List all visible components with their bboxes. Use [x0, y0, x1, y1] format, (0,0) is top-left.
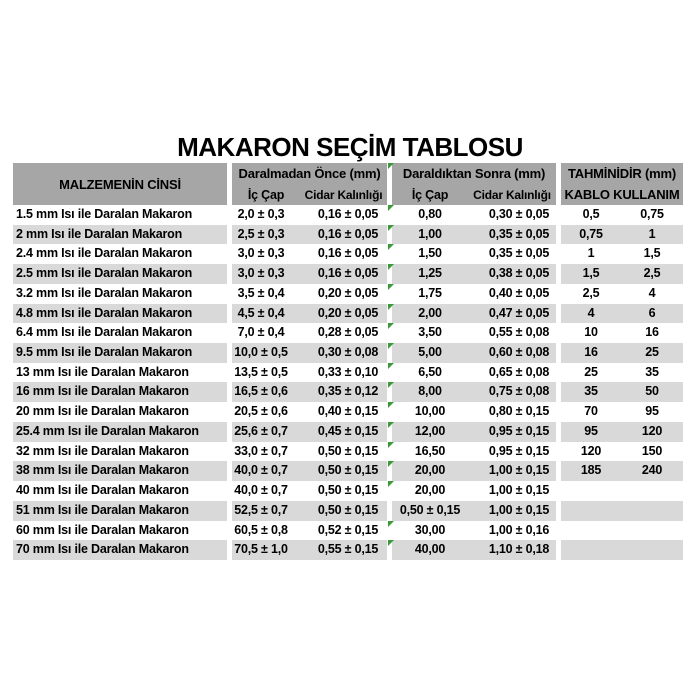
value-cell [392, 284, 468, 304]
value-text: 30,00 [414, 522, 446, 537]
value-cell [621, 402, 683, 422]
value-text: 0,95 ± 0,15 [488, 443, 550, 458]
value-cell [392, 205, 468, 225]
value-text: 20,5 ± 0,6 [234, 404, 288, 419]
header-sub-cidar-after: Cidar Kalınlığı [468, 184, 556, 205]
table-row [13, 363, 683, 383]
error-indicator-icon [388, 402, 394, 408]
material-cell: 13 mm Isı ile Daralan Makaron [16, 364, 189, 379]
material-cell: 40 mm Isı ile Daralan Makaron [16, 483, 189, 498]
value-text: 4,5 ± 0,4 [237, 305, 285, 320]
value-text: 0,20 ± 0,05 [317, 285, 379, 300]
value-text: 0,35 ± 0,05 [488, 246, 550, 261]
value-cell [300, 461, 387, 481]
value-text: 0,50 ± 0,15 [317, 502, 379, 517]
value-cell [300, 363, 387, 383]
value-text: 40,0 ± 0,7 [234, 483, 288, 498]
value-text: 2,0 ± 0,3 [237, 207, 285, 221]
value-text: 20,00 [414, 483, 446, 498]
table-row [13, 304, 683, 324]
value-text: 5,00 [418, 345, 442, 360]
error-indicator-icon [388, 163, 394, 169]
value-cell [468, 244, 556, 264]
value-text: 0,28 ± 0,05 [317, 325, 379, 340]
value-cell [300, 382, 387, 402]
value-text: 35 [645, 364, 659, 379]
error-indicator-icon [388, 422, 394, 428]
material-cell: 38 mm Isı ile Daralan Makaron [13, 461, 227, 481]
error-indicator-icon [388, 264, 394, 270]
value-cell [392, 521, 468, 541]
value-text: 12,00 [414, 423, 446, 438]
error-indicator-icon [388, 521, 394, 527]
value-cell [232, 422, 300, 442]
value-cell [392, 442, 468, 462]
value-cell [232, 264, 300, 284]
value-cell [468, 521, 556, 541]
value-text: 70,5 ± 1,0 [234, 542, 288, 557]
value-cell [621, 264, 683, 284]
value-text: 0,35 ± 0,12 [317, 384, 379, 399]
value-cell [468, 363, 556, 383]
value-text: 4 [587, 305, 595, 320]
value-text: 13,5 ± 0,5 [234, 364, 288, 379]
table-row [13, 264, 683, 284]
header-sub-ic-cap-before: İç Çap [232, 184, 300, 205]
material-cell: 3.2 mm Isı ile Daralan Makaron [16, 285, 193, 300]
value-cell [621, 501, 683, 521]
value-text: 0,16 ± 0,05 [317, 207, 379, 221]
error-indicator-icon [388, 244, 394, 250]
material-cell: 32 mm Isı ile Daralan Makaron [16, 443, 189, 458]
table-row [13, 323, 683, 343]
value-cell [621, 461, 683, 481]
value-cell [561, 540, 621, 560]
value-cell [300, 501, 387, 521]
value-text: 4 [648, 285, 656, 300]
value-cell [561, 323, 621, 343]
value-text: 0,30 ± 0,05 [488, 207, 550, 221]
value-cell [300, 244, 387, 264]
value-cell [621, 442, 683, 462]
value-cell [392, 264, 468, 284]
value-cell [392, 481, 468, 501]
value-text: 8,00 [418, 384, 442, 399]
value-text: 0,65 ± 0,08 [488, 364, 550, 379]
value-cell [468, 402, 556, 422]
value-cell [232, 481, 300, 501]
table-row [13, 244, 683, 264]
value-cell [621, 540, 683, 560]
value-text: 40,0 ± 0,7 [234, 463, 288, 478]
table-row [13, 284, 683, 304]
value-text: 0,16 ± 0,05 [317, 246, 379, 261]
header-group-after [392, 163, 556, 184]
value-cell [300, 402, 387, 422]
error-indicator-icon [388, 284, 394, 290]
table-row [13, 225, 683, 245]
value-cell [621, 284, 683, 304]
value-text: 6 [648, 305, 656, 320]
value-text: 0,5 [582, 207, 600, 221]
value-cell [561, 205, 621, 225]
value-text: 1,00 ± 0,15 [488, 463, 550, 478]
value-text: 0,38 ± 0,05 [488, 266, 550, 281]
value-text: 6,50 [418, 364, 442, 379]
material-cell: 4.8 mm Isı ile Daralan Makaron [13, 304, 227, 324]
table-header [13, 163, 683, 205]
header-material: MALZEMENİN CİNSİ [13, 163, 227, 205]
page-title: MAKARON SEÇİM TABLOSU [177, 132, 523, 162]
value-cell [468, 461, 556, 481]
value-text: 0,16 ± 0,05 [317, 266, 379, 281]
value-cell [621, 363, 683, 383]
value-cell [621, 422, 683, 442]
table-row [13, 205, 683, 225]
value-text: 70 [584, 404, 598, 419]
value-text: 185 [580, 463, 602, 478]
value-text: 0,55 ± 0,08 [488, 325, 550, 340]
value-cell [561, 244, 621, 264]
value-cell [561, 225, 621, 245]
value-text: 10,0 ± 0,5 [234, 345, 288, 360]
value-text: 25,6 ± 0,7 [234, 423, 288, 438]
error-indicator-icon [388, 461, 394, 467]
material-cell: 51 mm Isı ile Daralan Makaron [13, 501, 227, 521]
value-text: 240 [641, 463, 663, 478]
header-sub-ic-cap-after: İç Çap [392, 184, 468, 205]
error-indicator-icon [388, 382, 394, 388]
value-text: 0,50 ± 0,15 [317, 443, 379, 458]
value-text: 0,40 ± 0,15 [317, 404, 379, 419]
table-row [13, 422, 683, 442]
value-text: 0,47 ± 0,05 [488, 305, 550, 320]
value-text: 1,00 ± 0,15 [488, 502, 550, 517]
value-text: 16 [584, 345, 598, 360]
value-text: 0,75 [640, 207, 664, 221]
value-cell [300, 284, 387, 304]
value-text: 2,5 [582, 285, 600, 300]
value-text: 10 [584, 325, 598, 340]
value-text: 0,55 ± 0,15 [317, 542, 379, 557]
value-text: 50 [645, 384, 659, 399]
error-indicator-icon [388, 225, 394, 231]
value-text: 0,45 ± 0,15 [317, 423, 379, 438]
error-indicator-icon [388, 304, 394, 310]
table-row [13, 540, 683, 560]
table-row [13, 343, 683, 363]
value-text: 0,35 ± 0,05 [488, 226, 550, 241]
value-cell [468, 382, 556, 402]
value-text: 150 [641, 443, 663, 458]
value-cell [392, 343, 468, 363]
value-cell [300, 422, 387, 442]
material-cell: 60 mm Isı ile Daralan Makaron [16, 522, 189, 537]
header-group-estimate: TAHMİNİDİR (mm) [561, 163, 683, 184]
value-text: 0,50 ± 0,15 [317, 463, 379, 478]
value-cell [232, 402, 300, 422]
value-text: 0,20 ± 0,05 [317, 305, 379, 320]
value-text: 2,5 ± 0,3 [237, 226, 285, 241]
value-cell [392, 244, 468, 264]
value-text: 1,50 [418, 246, 442, 261]
table-body [13, 205, 683, 560]
value-cell [621, 323, 683, 343]
value-text: 0,30 ± 0,08 [317, 345, 379, 360]
value-cell [392, 422, 468, 442]
value-text: 20,00 [414, 463, 446, 478]
material-cell: 2.5 mm Isı ile Daralan Makaron [13, 264, 227, 284]
value-text: 95 [645, 404, 659, 419]
error-indicator-icon [388, 481, 394, 487]
value-cell [561, 304, 621, 324]
table-row [13, 382, 683, 402]
error-indicator-icon [388, 363, 394, 369]
value-cell [392, 304, 468, 324]
value-text: 52,5 ± 0,7 [234, 502, 288, 517]
value-cell [232, 304, 300, 324]
value-text: 7,0 ± 0,4 [237, 325, 285, 340]
value-cell [468, 442, 556, 462]
value-text: 1,25 [418, 266, 442, 281]
value-cell [468, 205, 556, 225]
value-cell [232, 521, 300, 541]
value-cell [561, 481, 621, 501]
value-cell [232, 501, 300, 521]
material-cell: 25.4 mm Isı ile Daralan Makaron [13, 422, 227, 442]
value-cell [300, 205, 387, 225]
value-text: 0,80 [418, 207, 442, 221]
value-text: 120 [641, 423, 663, 438]
value-text: 0,75 ± 0,08 [488, 384, 550, 399]
error-indicator-icon [388, 540, 394, 546]
value-cell [300, 481, 387, 501]
value-cell [468, 343, 556, 363]
value-cell [468, 481, 556, 501]
value-cell [300, 442, 387, 462]
value-text: 1,00 ± 0,16 [488, 522, 550, 537]
value-text: 16 [645, 325, 659, 340]
value-cell [468, 304, 556, 324]
value-text: 1 [648, 226, 656, 241]
value-text: 0,50 ± 0,15 [399, 502, 461, 517]
value-cell [232, 284, 300, 304]
value-cell [561, 382, 621, 402]
value-cell [392, 461, 468, 481]
value-text: 1,5 [582, 266, 600, 281]
value-text: 25 [584, 364, 598, 379]
value-text: 35 [584, 384, 598, 399]
value-text: 95 [584, 423, 598, 438]
table-row [13, 481, 683, 501]
value-cell [561, 442, 621, 462]
table-row [13, 521, 683, 541]
value-cell [300, 264, 387, 284]
material-cell: 16 mm Isı ile Daralan Makaron [13, 382, 227, 402]
value-cell [468, 501, 556, 521]
value-cell [561, 422, 621, 442]
value-text: 0,95 ± 0,15 [488, 423, 550, 438]
value-cell [621, 343, 683, 363]
value-cell [300, 323, 387, 343]
material-cell: 70 mm Isı ile Daralan Makaron [13, 540, 227, 560]
material-cell: 2.4 mm Isı ile Daralan Makaron [16, 246, 193, 261]
value-cell [621, 225, 683, 245]
table-row [13, 442, 683, 462]
value-text: 1,00 [418, 226, 442, 241]
value-cell [232, 363, 300, 383]
value-cell [468, 264, 556, 284]
value-cell [561, 264, 621, 284]
error-indicator-icon [388, 442, 394, 448]
value-cell [392, 501, 468, 521]
value-cell [561, 284, 621, 304]
value-cell [621, 481, 683, 501]
value-cell [232, 442, 300, 462]
value-cell [561, 521, 621, 541]
table-row [13, 461, 683, 481]
header-group-before: Daralmadan Önce (mm) [232, 163, 387, 184]
value-text: 0,80 ± 0,15 [488, 404, 550, 419]
material-cell: 2 mm Isı ile Daralan Makaron [13, 225, 227, 245]
value-cell [300, 304, 387, 324]
value-text: 1,10 ± 0,18 [488, 542, 550, 557]
value-text: 1 [587, 246, 595, 261]
value-cell [561, 402, 621, 422]
material-cell: 1.5 mm Isı ile Daralan Makaron [16, 207, 193, 221]
error-indicator-icon [388, 205, 394, 211]
value-text: 1,00 ± 0,15 [488, 483, 550, 498]
error-indicator-icon [388, 343, 394, 349]
value-cell [621, 244, 683, 264]
value-text: 40,00 [414, 542, 446, 557]
value-cell [232, 540, 300, 560]
value-cell [621, 304, 683, 324]
value-text: 3,0 ± 0,3 [237, 266, 285, 281]
value-cell [392, 225, 468, 245]
value-cell [392, 540, 468, 560]
value-text: 16,5 ± 0,6 [234, 384, 288, 399]
table-row [13, 501, 683, 521]
value-cell [621, 521, 683, 541]
value-text: 120 [580, 443, 602, 458]
value-text: 2,00 [418, 305, 442, 320]
value-text: 16,50 [414, 443, 446, 458]
value-text: 25 [645, 345, 659, 360]
value-text: 3,5 ± 0,4 [237, 285, 285, 300]
value-cell [300, 343, 387, 363]
value-cell [468, 540, 556, 560]
value-cell [392, 323, 468, 343]
value-cell [561, 343, 621, 363]
table-row [13, 402, 683, 422]
error-indicator-icon [388, 323, 394, 329]
value-cell [468, 225, 556, 245]
value-cell [300, 225, 387, 245]
value-cell [561, 461, 621, 481]
header-group-after-label: Daraldıktan Sonra (mm) [402, 166, 546, 181]
value-cell [232, 343, 300, 363]
value-text: 10,00 [414, 404, 446, 419]
value-cell [232, 244, 300, 264]
value-cell [621, 205, 683, 225]
selection-table [13, 163, 683, 560]
value-text: 0,75 [579, 226, 603, 241]
header-sub-kablo: KABLO KULLANIM [561, 184, 683, 205]
value-cell [621, 382, 683, 402]
value-text: 1,5 [643, 246, 661, 261]
value-cell [232, 323, 300, 343]
value-cell [468, 422, 556, 442]
value-cell [300, 521, 387, 541]
value-cell [392, 402, 468, 422]
value-text: 0,40 ± 0,05 [488, 285, 550, 300]
value-text: 2,5 [643, 266, 661, 281]
value-cell [232, 461, 300, 481]
value-cell [232, 225, 300, 245]
value-cell [232, 382, 300, 402]
value-text: 0,16 ± 0,05 [317, 226, 379, 241]
value-cell [392, 363, 468, 383]
value-cell [468, 284, 556, 304]
value-cell [300, 540, 387, 560]
value-text: 0,33 ± 0,10 [317, 364, 379, 379]
value-text: 3,0 ± 0,3 [237, 246, 285, 261]
header-sub-cidar-before: Cidar Kalınlığı [300, 184, 387, 205]
value-text: 0,50 ± 0,15 [317, 483, 379, 498]
value-text: 60,5 ± 0,8 [234, 522, 288, 537]
value-text: 3,50 [418, 325, 442, 340]
value-text: 0,52 ± 0,15 [317, 522, 379, 537]
material-cell: 6.4 mm Isı ile Daralan Makaron [16, 325, 193, 340]
value-cell [468, 323, 556, 343]
value-text: 33,0 ± 0,7 [234, 443, 288, 458]
value-cell [561, 363, 621, 383]
value-text: 1,75 [418, 285, 442, 300]
value-cell [232, 205, 300, 225]
material-cell: 9.5 mm Isı ile Daralan Makaron [13, 343, 227, 363]
value-cell [392, 382, 468, 402]
material-cell: 20 mm Isı ile Daralan Makaron [16, 404, 189, 419]
value-text: 0,60 ± 0,08 [488, 345, 550, 360]
value-cell [561, 501, 621, 521]
